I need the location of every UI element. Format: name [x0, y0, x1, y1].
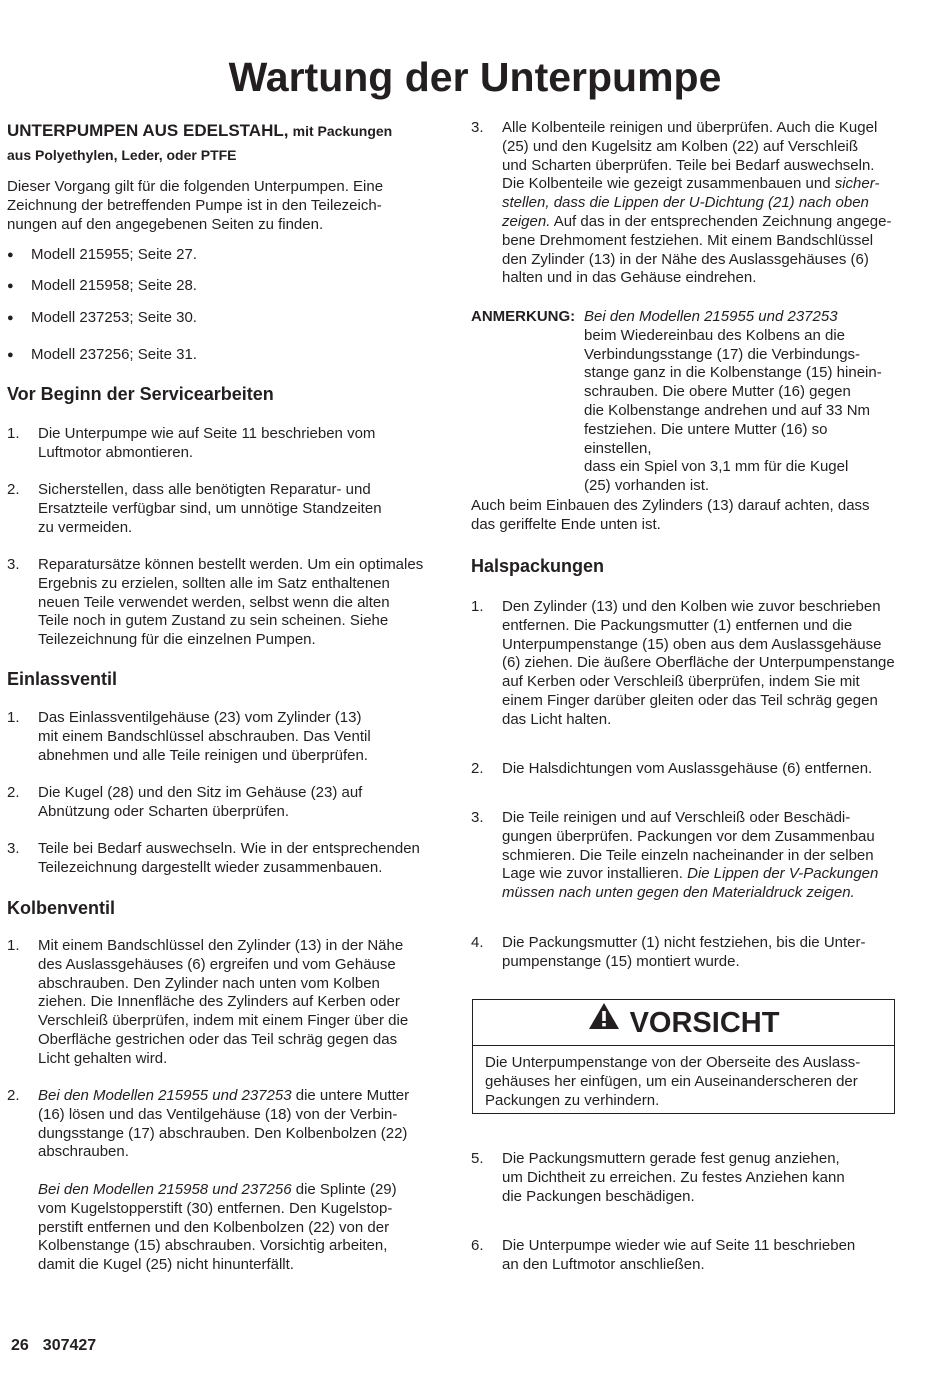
list-item: [7, 709, 371, 765]
heading-line2: aus Polyethylen, Leder, oder PTFE: [7, 147, 237, 163]
item-line: abschrauben. Den Zylinder nach unten vom Kolben: [38, 974, 380, 992]
item-line: [502, 194, 891, 213]
item-line: zu vermeiden.: [38, 518, 133, 536]
item-line: bene Drehmoment festziehen. Mit einem Bandschlüssel: [502, 231, 874, 249]
item-line: Teile noch in gutem Zustand zu sein scheinen. Siehe: [38, 612, 389, 630]
model-list-item: ● Modell 237256; Seite 31.: [7, 346, 197, 365]
list-item: [7, 937, 408, 1069]
item-line: vom Kugelstopperstift (30) entfernen. Den Kugelstop-: [38, 1199, 393, 1217]
section-heading-edelstahl: [7, 120, 392, 142]
item-line: (16) lösen und das Ventilgehäuse (18) von der Verbin-: [38, 1105, 398, 1123]
intro-line: Zeichnung der betreffenden Pumpe ist in den Teilezeich-: [7, 196, 382, 214]
note-label: ANMERKUNG:: [471, 308, 576, 325]
section-heading-einlassventil: Einlassventil: [7, 669, 118, 689]
note-line: Verbindungsstange (17) die Verbindungs-: [584, 345, 861, 363]
note-line: (25) vorhanden ist.: [584, 477, 710, 495]
item-line: Teilezeichnung für die einzelnen Pumpen.: [38, 631, 316, 649]
warning-triangle-icon: [588, 998, 620, 1044]
item-number: 3.: [471, 809, 484, 826]
item-line: Luftmotor abmontieren.: [38, 443, 194, 461]
item-number: 2.: [7, 1087, 20, 1104]
model-list-item: ● Modell 215955; Seite 27.: [7, 246, 197, 265]
section-heading-vor-beginn: Vor Beginn der Servicearbeiten: [7, 384, 274, 404]
paragraph-line: Auch beim Einbauen des Zylinders (13) darauf achten, dass: [471, 497, 870, 514]
item-line: Reparatursätze können bestellt werden. Um ein optimales: [38, 556, 424, 573]
item-line: Teilezeichnung dargestellt wieder zusammenbauen.: [38, 858, 383, 876]
note-body: [471, 308, 897, 496]
item-line: Ersatzteile verfügbar sind, um unnötige Standzeiten: [38, 499, 382, 517]
item-line: Die Halsdichtungen vom Auslassgehäuse (6) entfernen.: [502, 760, 873, 777]
page-title: Wartung der Unterpumpe: [228, 54, 722, 100]
item-line: Licht gehalten wird.: [38, 1049, 168, 1067]
caution-title: VORSICHT: [629, 1007, 780, 1039]
list-item: [7, 1087, 409, 1275]
page-number: 26: [11, 1337, 29, 1354]
note-line: die Kolbenstange andrehen und auf 33 Nm: [584, 401, 871, 419]
item-line: Die Teile reinigen und auf Verschleiß oder Beschädi-: [502, 809, 851, 826]
item-emphasis: zeigen.: [502, 212, 551, 230]
intro-line: Dieser Vorgang gilt für die folgenden Unterpumpen. Eine: [7, 178, 384, 195]
item-line: das Licht halten.: [502, 710, 612, 728]
item-text: Lage wie zuvor installieren.: [502, 865, 688, 883]
item-line: abschrauben.: [38, 1143, 129, 1161]
item-line: des Auslassgehäuses (6) ergreifen und vom Gehäuse: [38, 955, 396, 973]
item-number: 1.: [471, 598, 484, 615]
item-line: auf Kerben oder Verschleiß überprüfen, indem Sie mit: [502, 673, 860, 691]
list-item: [7, 481, 382, 537]
list-item: [471, 760, 872, 779]
note-line: beim Wiedereinbau des Kolbens an die: [584, 326, 845, 344]
item-line: Die Packungsmuttern gerade fest genug anziehen,: [502, 1150, 840, 1167]
item-line: Die Unterpumpe wie auf Seite 11 beschrieben vom: [38, 425, 376, 442]
list-item: [471, 934, 866, 972]
page-footer: [11, 1337, 110, 1355]
item-line: an den Luftmotor anschließen.: [502, 1255, 705, 1273]
note-line: [584, 308, 897, 327]
item-line: entfernen. Die Packungsmutter (1) entfernen und die: [502, 616, 853, 634]
note-line: schrauben. Die obere Mutter (16) gegen: [584, 383, 851, 401]
intro-paragraph: [7, 178, 383, 234]
item-line: einem Finger darüber gleiten oder das Teil schräg gegen: [502, 691, 878, 709]
note-block: [471, 308, 897, 496]
note-line: dass ein Spiel von 3,1 mm für die Kugel: [584, 458, 849, 476]
item-line: Sicherstellen, dass alle benötigten Reparatur- und: [38, 481, 371, 498]
heading-main: UNTERPUMPEN AUS EDELSTAHL,: [7, 121, 289, 140]
item-emphasis: Die Lippen der V-Packungen: [687, 865, 879, 883]
item-line: Oberfläche gestrichen oder das Teil schräg gegen das: [38, 1030, 398, 1048]
item-line: schmieren. Die Teile einzeln nacheinander in der selben: [502, 846, 874, 864]
item-line: Alle Kolbenteile reinigen und überprüfen. Auch die Kugel: [502, 119, 878, 136]
note-line: festziehen. Die untere Mutter (16) so einstellen,: [584, 420, 828, 457]
item-text: die Splinte (29): [291, 1180, 397, 1198]
item-line: Verschleiß überprüfen, indem mit einem Finger über die: [38, 1012, 409, 1030]
list-item: [471, 1150, 845, 1206]
item-text: Die Kolbenteile wie gezeigt zusammenbauen und: [502, 175, 835, 193]
item-number: 5.: [471, 1150, 484, 1167]
item-line: ziehen. Die Innenfläche des Zylinders auf Kerben oder: [38, 993, 400, 1011]
item-line: mit einem Bandschlüssel abschrauben. Das Ventil: [38, 727, 371, 745]
item-line: Ergebnis zu erzielen, sollten alle im Satz enthaltenen: [38, 574, 390, 592]
item-line: und Scharten überprüfen. Teile bei Bedarf auswechseln.: [502, 156, 875, 174]
list-item: [7, 425, 375, 463]
cylinder-paragraph: [471, 497, 870, 535]
item-line: Das Einlassventilgehäuse (23) vom Zylinder (13): [38, 709, 362, 726]
item-line: Die Unterpumpe wieder wie auf Seite 11 beschrieben: [502, 1237, 856, 1254]
item-line: Mit einem Bandschlüssel den Zylinder (13) in der Nähe: [38, 937, 404, 954]
item-line: [38, 1181, 409, 1200]
item-line: perstift entfernen und den Kolbenbolzen (22) von der: [38, 1218, 390, 1236]
item-line: Kolbenstange (15) abschrauben. Vorsichtig arbeiten,: [38, 1237, 388, 1255]
item-emphasis: sicher-: [834, 175, 880, 193]
model-list-item: ● Modell 215958; Seite 28.: [7, 277, 197, 296]
model-reference: Bei den Modellen 215958 und 237256: [38, 1180, 292, 1198]
list-item: [7, 556, 423, 650]
item-number: 4.: [471, 934, 484, 951]
item-emphasis: stellen, dass die Lippen der U-Dichtung (21) nach oben: [502, 194, 869, 212]
item-line: Unterpumpenstange (15) oben aus dem Auslassgehäuse: [502, 635, 882, 653]
item-line: Die Packungsmutter (1) nicht festziehen, bis die Unter-: [502, 934, 866, 951]
item-number: 2.: [471, 760, 484, 777]
item-emphasis: müssen nach unten gegen den Materialdruck zeigen.: [502, 884, 855, 902]
item-line: die Packungen beschädigen.: [502, 1187, 695, 1205]
list-item: [471, 1237, 855, 1275]
item-number: 3.: [7, 556, 20, 573]
item-line: Teile bei Bedarf auswechseln. Wie in der entsprechenden: [38, 840, 420, 857]
item-text: Auf das in der entsprechenden Zeichnung angege-: [550, 212, 892, 230]
item-number: 2.: [7, 784, 20, 801]
item-line: (25) und den Kugelsitz am Kolben (22) auf Verschleiß: [502, 137, 859, 155]
section-heading-halspackungen: Halspackungen: [471, 556, 605, 576]
caution-text: [485, 1054, 885, 1110]
caution-line: gehäuses her einfügen, um ein Auseinanderscheren der: [485, 1072, 858, 1090]
caution-box: [472, 999, 895, 1114]
list-item: [471, 119, 891, 288]
heading-small: mit Packungen: [292, 123, 393, 139]
paragraph-line: das geriffelte Ende unten ist.: [471, 515, 661, 533]
intro-line: nungen auf den angegebenen Seiten zu finden.: [7, 215, 324, 233]
item-number: 3.: [7, 840, 20, 857]
item-number: 6.: [471, 1237, 484, 1254]
caution-line: Packungen zu verhindern.: [485, 1091, 660, 1109]
item-line: dungsstange (17) abschrauben. Den Kolbenbolzen (22): [38, 1124, 408, 1142]
item-line: damit die Kugel (25) nicht hinunterfällt.: [38, 1256, 294, 1274]
item-number: 1.: [7, 425, 20, 442]
item-line: [502, 175, 891, 194]
item-line: gungen überprüfen. Packungen vor dem Zusammenbau: [502, 827, 875, 845]
item-line: um Dichtheit zu erreichen. Zu festes Anziehen kann: [502, 1168, 845, 1186]
item-number: 3.: [471, 119, 484, 136]
item-line: abnehmen und alle Teile reinigen und überprüfen.: [38, 746, 368, 764]
document-number: 307427: [42, 1337, 97, 1354]
item-line: Den Zylinder (13) und den Kolben wie zuvor beschrieben: [502, 598, 881, 615]
model-list-item: ● Modell 237253; Seite 30.: [7, 309, 197, 328]
item-number: 2.: [7, 481, 20, 498]
section-heading-kolbenventil: Kolbenventil: [7, 898, 116, 918]
model-reference: Bei den Modellen 215955 und 237253: [584, 308, 838, 325]
item-line: pumpenstange (15) montiert wurde.: [502, 952, 740, 970]
item-line: [502, 884, 878, 903]
list-item: [471, 598, 895, 730]
item-line: Die Kugel (28) und den Sitz im Gehäuse (23) auf: [38, 784, 363, 801]
list-item: [7, 840, 420, 878]
note-line: stange ganz in die Kolbenstange (15) hinein-: [584, 364, 882, 382]
item-line: neuen Teile verwendet werden, selbst wenn die alten: [38, 593, 390, 611]
caution-line: Die Unterpumpenstange von der Oberseite des Auslass-: [485, 1054, 861, 1071]
item-line: [38, 1087, 409, 1106]
caution-header: [473, 1000, 894, 1046]
item-line: halten und in das Gehäuse eindrehen.: [502, 269, 757, 287]
item-line: [502, 213, 891, 232]
item-line: (6) ziehen. Die äußere Oberfläche der Unterpumpenstange: [502, 654, 895, 672]
item-line: [502, 865, 878, 884]
item-line: Abnützung oder Scharten überprüfen.: [38, 802, 290, 820]
item-number: 1.: [7, 709, 20, 726]
item-number: 1.: [7, 937, 20, 954]
item-text: die untere Mutter: [291, 1087, 410, 1104]
item-line: den Zylinder (13) in der Nähe des Auslassgehäuses (6): [502, 250, 869, 268]
list-item: [7, 784, 362, 822]
list-item: [471, 809, 878, 903]
model-reference: Bei den Modellen 215955 und 237253: [38, 1087, 292, 1104]
